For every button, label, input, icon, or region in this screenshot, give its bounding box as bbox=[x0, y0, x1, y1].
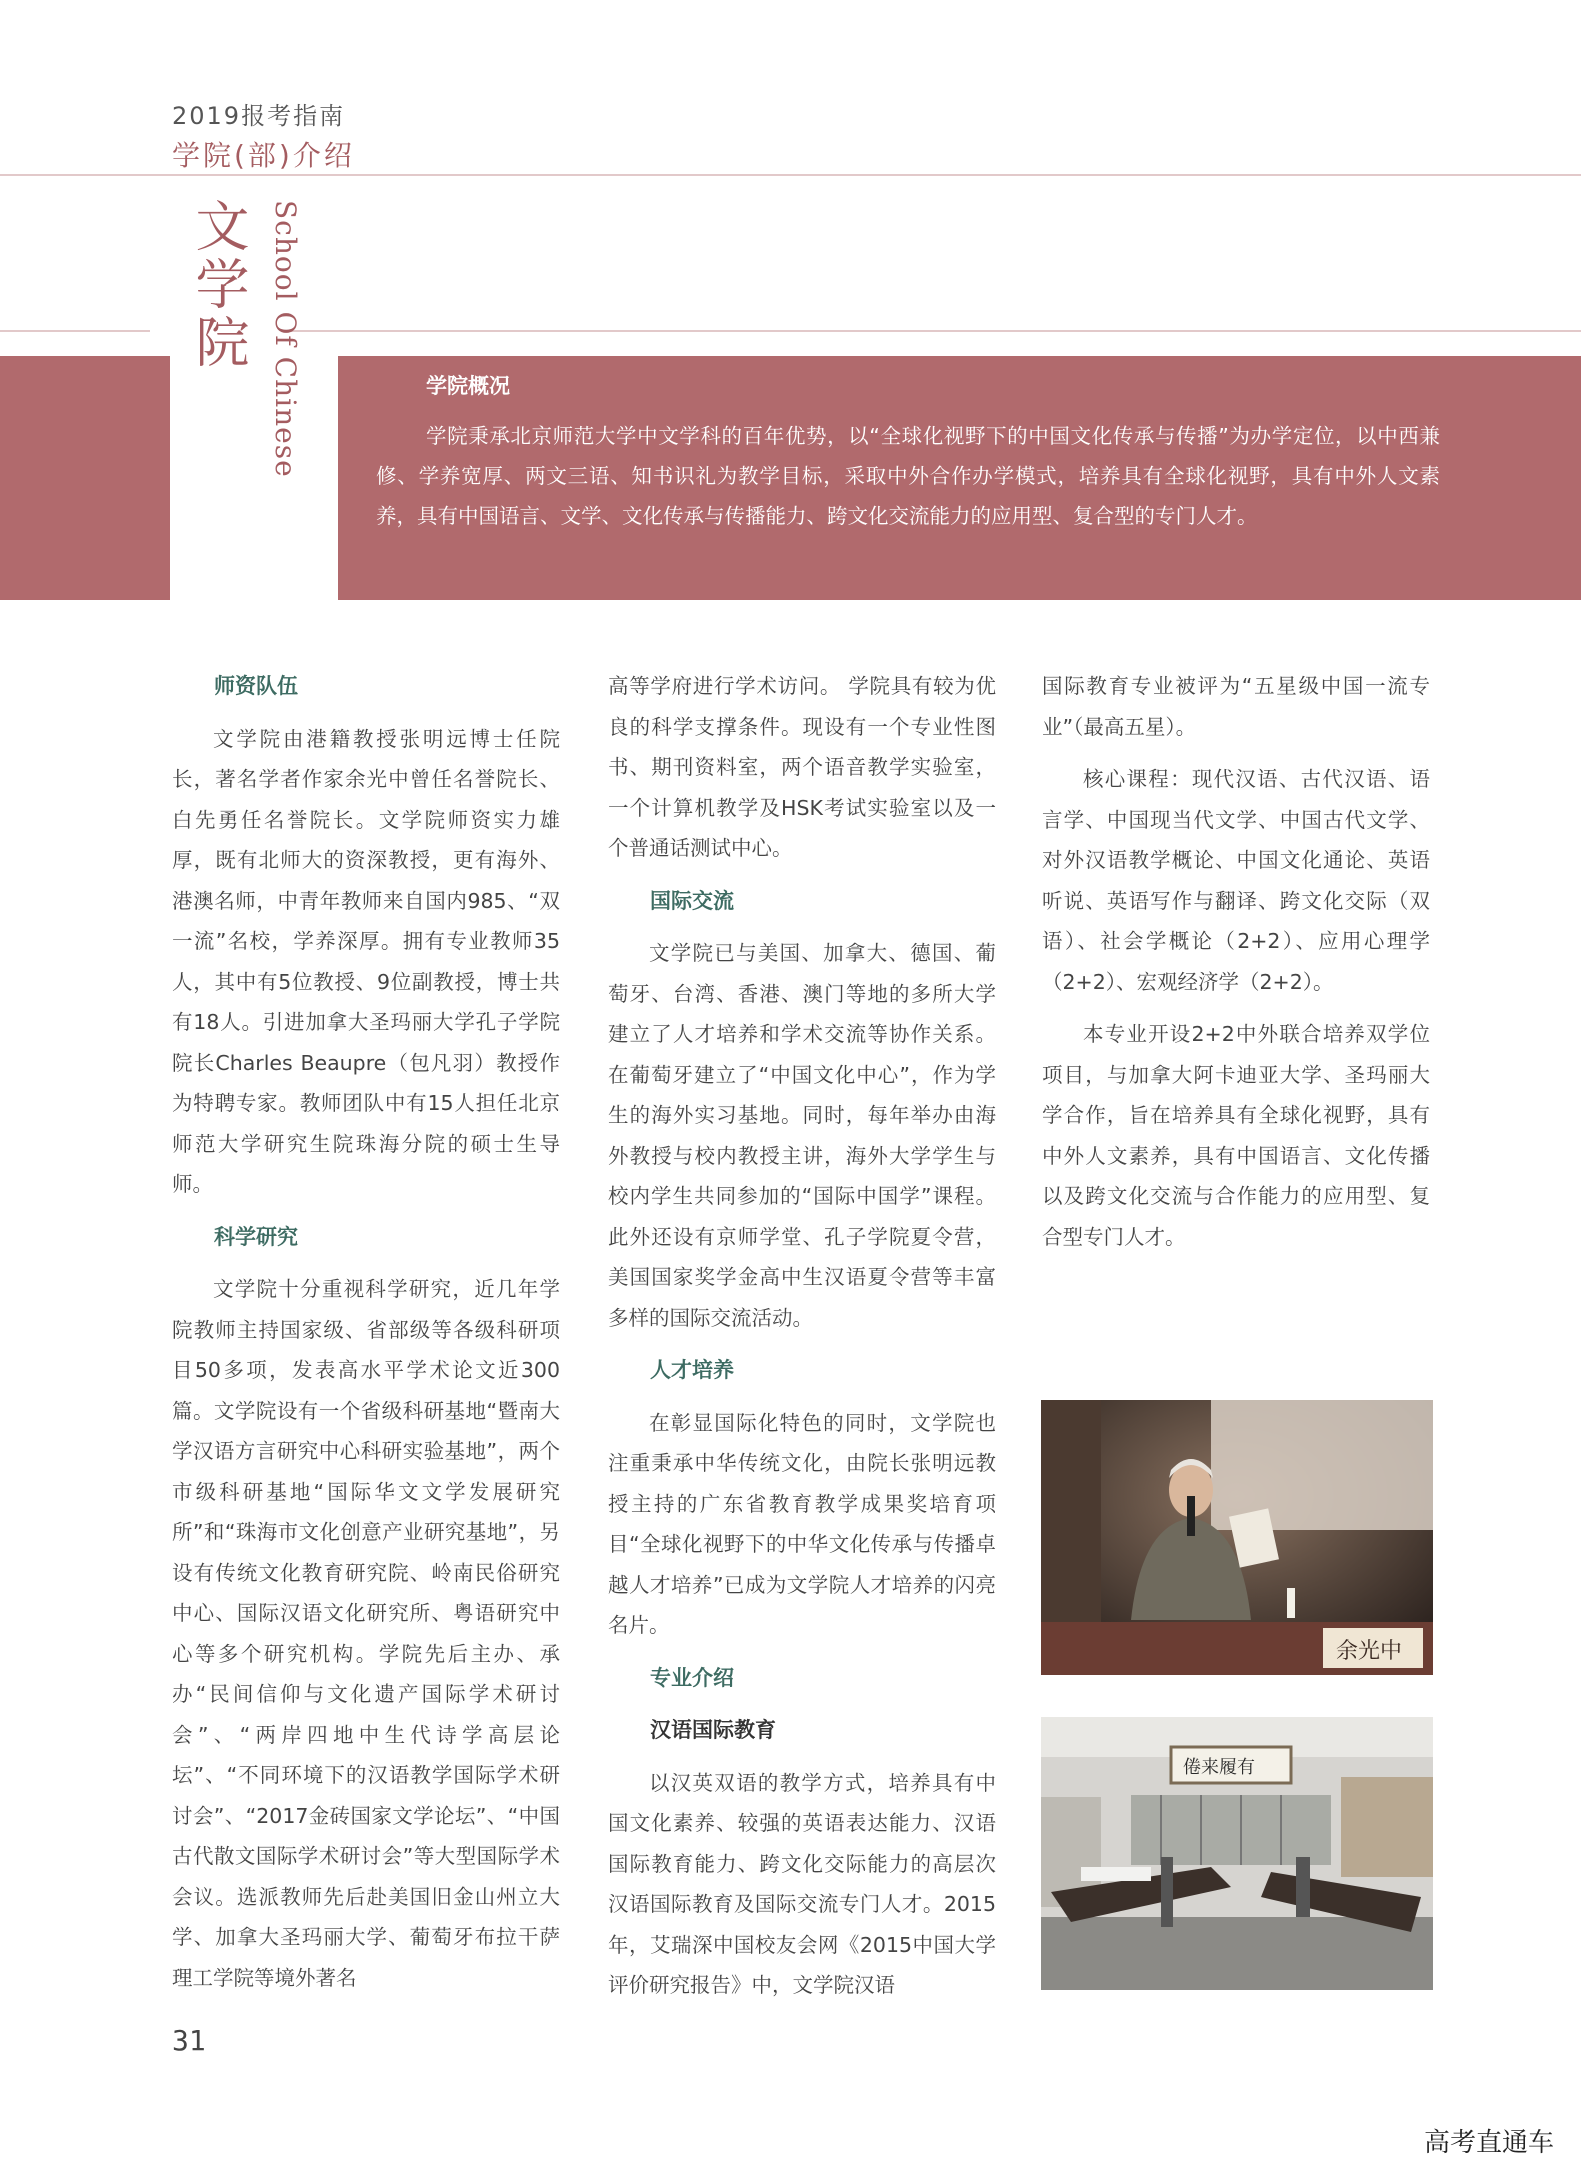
plaque-text: 倦来履有 bbox=[1183, 1757, 1255, 1778]
column-1 bbox=[172, 666, 560, 1998]
section-title: 学院(部)介绍 bbox=[172, 139, 355, 172]
faculty-heading: 师资队伍 bbox=[214, 674, 298, 698]
talent-body: 在彰显国际化特色的同时，文学院也注重秉承中华传统文化，由院长张明远教授主持的广东省教育教学成果奖培育项目“全球化视野下的中华文化传承与传播卓越人才培养”已成为文学院人才培养的闪亮名片。 bbox=[608, 1410, 996, 1637]
major-title: 汉语国际教育 bbox=[650, 1718, 776, 1742]
top-divider bbox=[0, 174, 1581, 176]
guide-year: 2019报考指南 bbox=[172, 102, 346, 130]
speaker-illustration bbox=[1041, 1400, 1433, 1675]
major-body-part2: 国际教育专业被评为“五星级中国一流专业”（最高五星）。 bbox=[1042, 674, 1430, 739]
speaker-nameplate: 余光中 bbox=[1336, 1639, 1403, 1664]
overview-body: 学院秉承北京师范大学中文学科的百年优势，以“全球化视野下的中国文化传承与传播”为办学定位，以中西兼修、学养宽厚、两文三语、知书识礼为教学目标，采取中外合作办学模式，培养具有全球化视野，具有中外人文素养，具有中国语言、文学、文化传承与传播能力、跨文化交流能力的应用型、复合型的专门人才。 bbox=[376, 424, 1440, 528]
research-body-part1: 文学院十分重视科学研究，近几年学院教师主持国家级、省部级等各级科研项目50多项，发表高水平学术论文近300篇。文学院设有一个省级科研基地“暨南大学汉语方言研究中心科研实验基地”，两个市级科研基地“国际华文文学发展研究所”和“珠海市文化创意产业研究基地”，另设有传统文化教育研究院、岭南民俗研究中心、国际汉语文化研究所、粤语研究中心等多个研究机构。学院先后主办、承办“民间信仰与文化遗产国际学术研讨会”、“两岸四地中生代诗学高层论坛”、“不同环境下的汉语教学国际学术研讨会”、“2017金砖国家文学论坛”、“中国古代散文国际学术研讨会”等大型国际学术会议。选派教师先后赴美国旧金山州立大学、加拿大圣玛丽大学、葡萄牙布拉干萨理工学院等境外著名 bbox=[172, 1277, 560, 1990]
header-divider-left bbox=[0, 330, 150, 332]
major-body-part1: 以汉英双语的教学方式，培养具有中国文化素养、较强的英语表达能力、汉语国际教育能力、跨文化交际能力的高层次汉语国际教育及国际交流专门人才。2015年，艾瑞深中国校友会网《2015中国大学评价研究报告》中，文学院汉语 bbox=[608, 1770, 996, 1997]
overview-band-left bbox=[0, 356, 170, 600]
speaker-photo bbox=[1041, 1400, 1433, 1675]
header-divider-right bbox=[290, 330, 1581, 332]
international-body: 文学院已与美国、加拿大、德国、葡萄牙、台湾、香港、澳门等地的多所大学建立了人才培养和学术交流等协作关系。在葡萄牙建立了“中国文化中心”，作为学生的海外实习基地。同时，每年举办由海外教授与校内教授主讲，海外大学学生与校内学生共同参加的“国际中国学”课程。此外还设有京师学堂、孔子学院夏令营，美国国家奖学金高中生汉语夏令营等丰富多样的国际交流活动。 bbox=[608, 941, 996, 1330]
column-2 bbox=[608, 666, 996, 2006]
core-courses: 核心课程：现代汉语、古代汉语、语言学、中国现当代文学、中国古代文学、对外汉语教学概论、中国文化通论、英语听说、英语写作与翻译、跨文化交际（双语）、社会学概论（2+2）、应用心理学（2+2）、宏观经济学（2+2）。 bbox=[1042, 767, 1430, 994]
talent-heading: 人才培养 bbox=[650, 1358, 734, 1382]
research-heading: 科学研究 bbox=[214, 1224, 298, 1249]
joint-program: 本专业开设2+2中外联合培养双学位项目，与加拿大阿卡迪亚大学、圣玛丽大学合作，旨在培养具有全球化视野，具有中外人文素养，具有中国语言、文化传播以及跨文化交流与合作能力的应用型、复合型专门人才。 bbox=[1042, 1022, 1430, 1249]
page-number: 31 bbox=[172, 2024, 206, 2057]
school-title-cn: 文学院 bbox=[187, 198, 250, 372]
research-body-part2: 高等学府进行学术访问。 学院具有较为优良的科学支撑条件。现设有一个专业性图书、期刊资料室，两个语音教学实验室，一个计算机教学及HSK考试实验室以及一个普通话测试中心。 bbox=[608, 674, 996, 860]
library-illustration bbox=[1041, 1717, 1433, 1990]
watermark: 高考直通车 bbox=[1424, 2128, 1555, 2158]
overview-heading: 学院概况 bbox=[426, 374, 510, 398]
faculty-body: 文学院由港籍教授张明远博士任院长，著名学者作家余光中曾任名誉院长、白先勇任名誉院长。文学院师资实力雄厚，既有北师大的资深教授，更有海外、港澳名师，中青年教师来自国内985、“双一流”名校，学养深厚。拥有专业教师35人，其中有5位教授、9位副教授，博士共有18人。引进加拿大圣玛丽大学孔子学院院长Charles Beaupre（包凡羽）教授作为特聘专家。教师团队中有15人担任北京师范大学研究生院珠海分院的硕士生导师。 bbox=[172, 726, 560, 1196]
library-photo bbox=[1041, 1717, 1433, 1990]
column-3 bbox=[1042, 666, 1430, 1257]
school-title-en: School Of Chinese bbox=[269, 200, 302, 478]
majors-heading: 专业介绍 bbox=[650, 1665, 734, 1690]
international-heading: 国际交流 bbox=[650, 888, 734, 913]
